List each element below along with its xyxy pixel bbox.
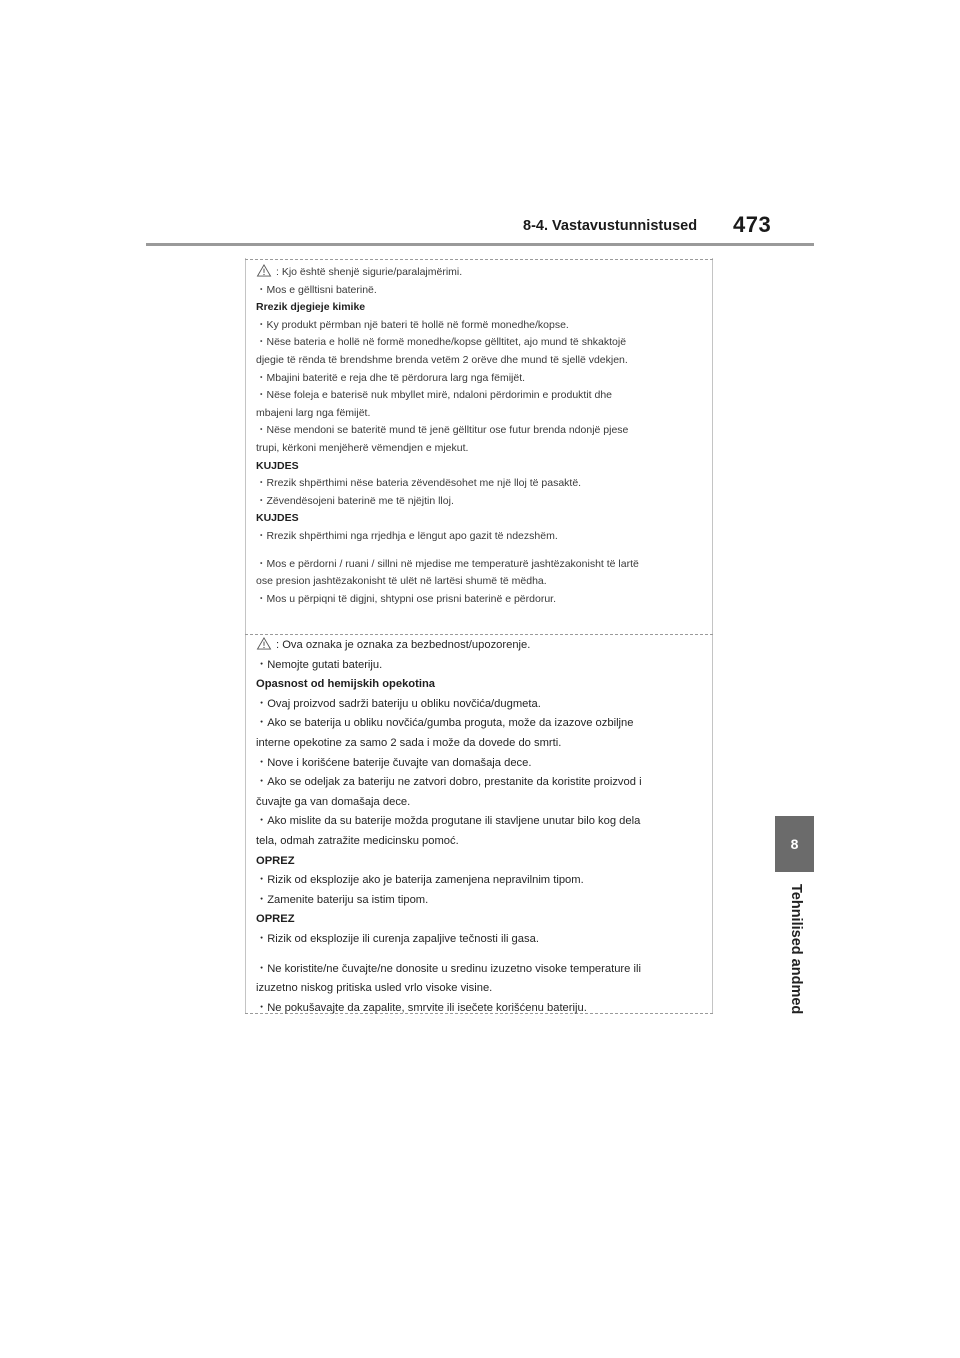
croatian-text-line: ・Ako se baterija u obliku novčića/gumba proguta, može da izazove ozbiljne [256,717,634,730]
albanian-text-line: ・Ky produkt përmban një bateri të hollë në formë monedhe/kopse. [256,318,569,331]
croatian-warning-line [256,636,706,656]
chapter-tab: 8 [775,816,814,872]
albanian-warning-line [256,264,706,282]
albanian-text-line: ose presion jashtëzakonisht të ulët në lartësi shumë të mëdha. [256,575,547,588]
box-top-divider [245,259,713,260]
croatian-text-line: čuvajte ga van domašaja dece. [256,795,411,808]
croatian-text-line: izuzetno niskog pritiska usled vrlo visoke visine. [256,982,493,995]
croatian-spacer [256,950,706,960]
albanian-text-line: ・Nëse foleja e baterisë nuk mbyllet mirë, ndaloni përdorimin e produktit dhe [256,389,613,402]
section-header: 8-4. Vastavustunnistused [523,218,698,234]
croatian-text-line: ・Rizik od eksplozije ili curenja zapaljive tečnosti ili gasa. [256,932,539,945]
croatian-heading: OPREZ [256,913,295,926]
croatian-heading: OPREZ [256,854,295,867]
albanian-heading: Rrezik djegieje kimike [256,301,366,314]
croatian-text-line: ・Ne koristite/ne čuvajte/ne donosite u sredinu izuzetno visoke temperature ili [256,962,641,975]
croatian-notice [256,636,706,1018]
albanian-text-line: ・Mos e gëlltisni baterinë. [256,283,377,296]
albanian-heading: KUJDES [256,512,299,525]
warning-triangle-icon [256,637,272,650]
croatian-text-line: ・Nemojte gutati bateriju. [256,658,383,671]
albanian-text-line: ・Mos e përdorni / ruani / sillni në mjedise me temperaturë jashtëzakonisht të lartë [256,557,639,570]
chapter-title: Tehnilised andmed [788,884,804,1015]
albanian-text-line: ・Mos u përpiqni të digjni, shtypni ose prisni baterinë e përdorur. [256,592,556,605]
croatian-text-line: ・Ne pokušavajte da zapalite, smrvite ili isečete korišćenu bateriju. [256,1001,587,1014]
croatian-text-line: ・Nove i korišćene baterije čuvajte van domašaja dece. [256,756,532,769]
page-number: 473 [733,212,772,237]
albanian-text-line: ・Zëvendësojeni baterinë me të njëjtin lloj. [256,494,454,507]
croatian-heading: Opasnost od hemijskih opekotina [256,678,436,691]
croatian-warning-text: : Ova oznaka je oznaka za bezbednost/upozorenje. [276,639,531,651]
croatian-text-line: ・Ako se odeljak za bateriju ne zatvori dobro, prestanite da koristite proizvod i [256,776,642,789]
albanian-text-line: trupi, kërkoni menjëherë vëmendjen e mjekut. [256,441,469,454]
croatian-text-line: tela, odmah zatražite medicinsku pomoć. [256,834,459,847]
albanian-heading: KUJDES [256,459,299,472]
box-middle-divider [245,634,713,635]
croatian-text-line: ・Ovaj proizvod sadrži bateriju u obliku novčića/dugmeta. [256,697,541,710]
albanian-text-line: ・Nëse bateria e hollë në formë monedhe/kopse gëlltitet, ajo mund të shkaktojë [256,336,627,349]
warning-triangle-icon [256,264,272,277]
albanian-text-line: mbajeni larg nga fëmijët. [256,406,371,419]
albanian-text-line: ・Rrezik shpërthimi nëse bateria zëvendësohet me një lloj të pasaktë. [256,477,582,490]
croatian-text-line: interne opekotine za samo 2 sada i može da dovede do smrti. [256,736,562,749]
albanian-warning-text: : Kjo është shenjë sigurie/paralajmërimi. [276,266,463,278]
croatian-text-line: ・Ako mislite da su baterije možda progutane ili stavljene unutar bilo kog dela [256,815,641,828]
albanian-text-line: djegie të rënda të brendshme brenda vetëm 2 orëve dhe mund të sjellë vdekjen. [256,353,628,366]
albanian-text-line: ・Rrezik shpërthimi nga rrjedhja e lëngut apo gazit të ndezshëm. [256,529,558,542]
croatian-text-line: ・Rizik od eksplozije ako je baterija zamenjena nepravilnim tipom. [256,874,584,887]
albanian-spacer [256,546,706,556]
croatian-text-line: ・Zamenite bateriju sa istim tipom. [256,893,429,906]
albanian-text-line: ・Mbajini bateritë e reja dhe të përdorura larg nga fëmijët. [256,371,526,384]
albanian-notice [256,264,706,608]
albanian-text-line: ・Nëse mendoni se bateritë mund të jenë gëlltitur ose futur brenda ndonjë pjese [256,424,629,437]
header-rule [146,243,814,246]
